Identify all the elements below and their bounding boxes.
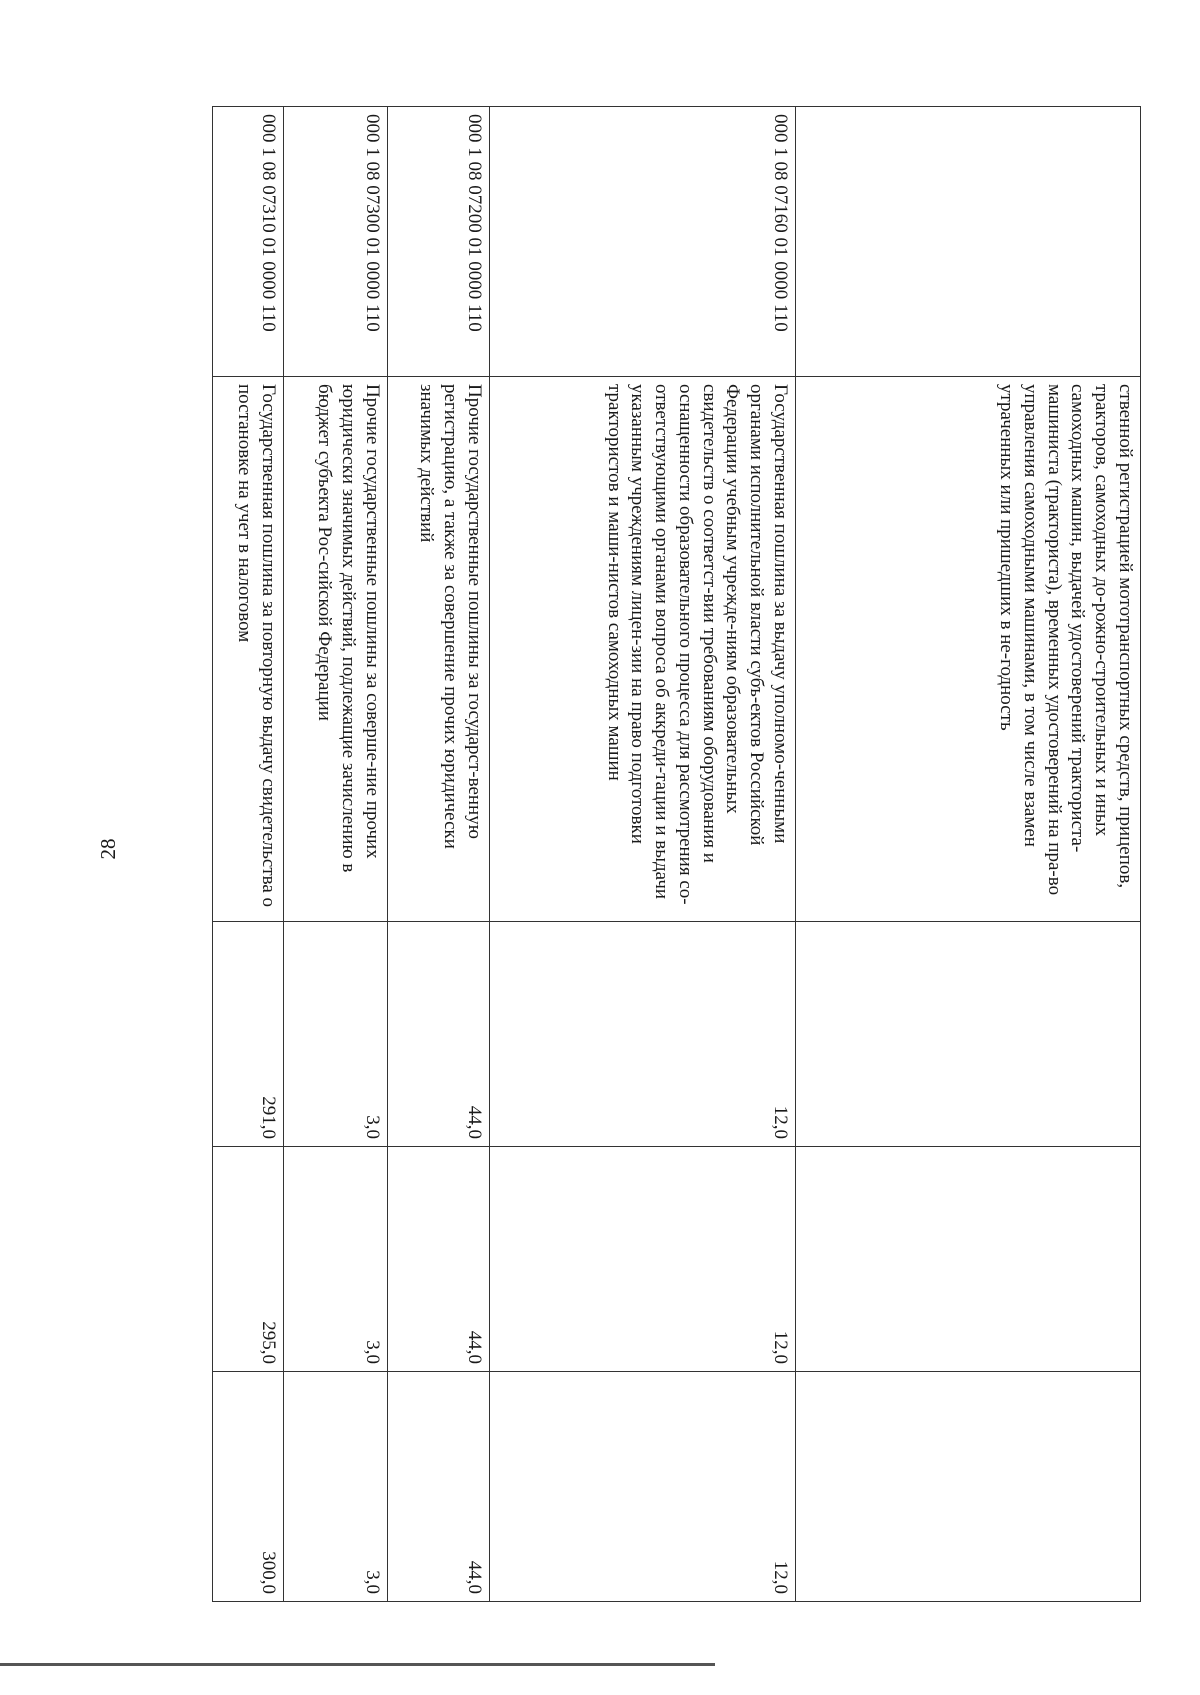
value-cell-year3: 12,0 — [490, 1372, 796, 1602]
value-cell-year1: 12,0 — [490, 922, 796, 1147]
value-cell-year1 — [796, 922, 1141, 1147]
rotated-table-container — [213, 106, 1141, 1601]
budget-code-cell: 000 1 08 07310 01 0000 110 — [213, 107, 284, 377]
budget-code-cell — [796, 107, 1141, 377]
revenue-name-cell: Прочие государственные пошлины за соверше-ние прочих юридически значимых действий, подлежащие зачислению в бюджет субъекта Рос-сийской Федерации — [284, 377, 388, 922]
value-cell-year3: 300,0 — [213, 1372, 284, 1602]
table-row — [284, 107, 388, 1602]
value-cell-year3: 44,0 — [388, 1372, 490, 1602]
revenue-name-cell: Прочие государственные пошлины за государст-венную регистрацию, а также за совершение прочих юридически значимых действий — [388, 377, 490, 922]
table-row — [213, 107, 284, 1602]
value-cell-year1: 291,0 — [213, 922, 284, 1147]
revenue-name-cell: ственной регистрацией мототранспортных средств, прицепов, тракторов, самоходных до-рожно-строительных и иных самоходных машин, выдачей удостоверений тракториста-машиниста (тракториста), временных удостоверений на пра-во управления самоходными машинами, в том числе взамен утраченных или пришедших в не-годность — [796, 377, 1141, 922]
revenue-name-cell: Государственная пошлина за повторную выдачу свидетельства о постановке на учет в налоговом — [213, 377, 284, 922]
budget-code-cell: 000 1 08 07200 01 0000 110 — [388, 107, 490, 377]
value-cell-year2 — [796, 1147, 1141, 1372]
footer-rule — [0, 1663, 715, 1666]
value-cell-year1: 44,0 — [388, 922, 490, 1147]
value-cell-year2: 3,0 — [284, 1147, 388, 1372]
revenue-table — [212, 106, 1141, 1602]
budget-code-cell: 000 1 08 07300 01 0000 110 — [284, 107, 388, 377]
value-cell-year2: 44,0 — [388, 1147, 490, 1372]
table-row — [490, 107, 796, 1602]
table-row — [388, 107, 490, 1602]
value-cell-year3: 3,0 — [284, 1372, 388, 1602]
value-cell-year2: 295,0 — [213, 1147, 284, 1372]
page-number: 28 — [96, 838, 120, 860]
budget-code-cell: 000 1 08 07160 01 0000 110 — [490, 107, 796, 377]
value-cell-year3 — [796, 1372, 1141, 1602]
value-cell-year1: 3,0 — [284, 922, 388, 1147]
table-row — [796, 107, 1141, 1602]
revenue-name-cell: Государственная пошлина за выдачу уполномо-ченными органами исполнительной власти субъ-ектов Российской Федерации учебным учрежде-ниям образовательных свидетельств о соответст-вии требованиям оборудования и оснащенности образовательного процесса для рассмотрения со-ответствующими органами вопроса об аккреди-тации и выдачи указанным учреждениям лицен-зии на право подготовки трактористов и маши-нистов самоходных машин — [490, 377, 796, 922]
value-cell-year2: 12,0 — [490, 1147, 796, 1372]
